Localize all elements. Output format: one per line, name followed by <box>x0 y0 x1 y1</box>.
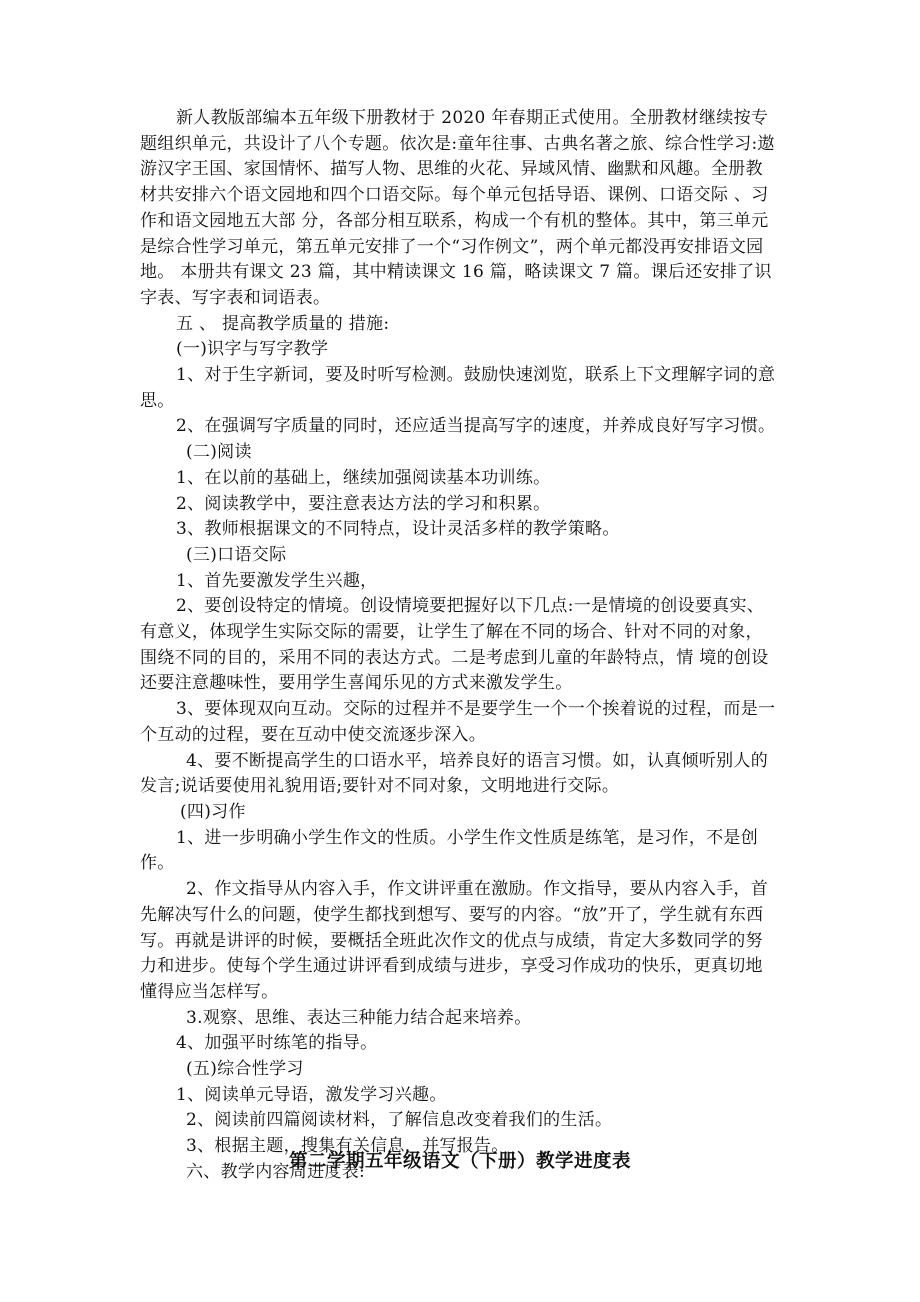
oral-item: 3、要体现双向互动。交际的过程并不是要学生一个一个挨着说的过程，而是一个互动的过程，要在互动中使交流逐步深入。 <box>140 699 776 745</box>
oral-item: 4、要不断提高学生的口语水平，培养良好的语言习惯。如，认真倾听别人的发言;说话要使用礼貌用语;要针对不同对象，文明地进行交际。 <box>140 750 769 797</box>
reading-item: 2、阅读教学中，要注意表达方法的学习和积累。 <box>176 493 551 514</box>
writing-item: 1、进一步明确小学生作文的性质。小学生作文性质是练笔，是习作，不是创作。 <box>140 827 759 874</box>
document-body <box>140 106 780 1186</box>
literacy-heading: (一)识字与写字教学 <box>176 339 329 360</box>
progress-table-title: 第二学期五年级语文（下册）教学进度表 <box>288 1151 631 1172</box>
literacy-item: 2、在强调写字质量的同时，还应适当提高写字的速度，并养成良好写字习惯。 <box>176 416 776 437</box>
oral-heading: (三)口语交际 <box>186 544 287 565</box>
comprehensive-item: 2、阅读前四篇阅读材料，了解信息改变着我们的生活。 <box>186 1110 613 1131</box>
writing-heading: (四)习作 <box>180 801 246 822</box>
intro-paragraph: 新人教版部编本五年级下册教材于 2020 年春期正式使用。全册教材继续按专题组织单元，共设计了八个专题。依次是:童年往事、古典名著之旅、综合性学习:遨游汉字王国、家国情怀、描写人物、思维的火花、异域风情、幽默和风趣。全册教材共安排六个语文园地和四个口语交际。每个单元包括导语、课例、口语交际 、习作和语文园地五大部 分，各部分相互联系，构成一个有机的整体。其中，第三单元是综合性学习单元，第五单元安排了一个“习作例文”，两个单元都没再安排语文园地。 本册共有课文 23 篇，其中精读课文 16 篇，略读课文 7 篇。课后还安排了识字表、写字表和词语表。 <box>140 108 775 308</box>
section-6-heading: 六、教学内容周进度表: <box>186 1161 366 1182</box>
reading-item: 1、在以前的基础上，继续加强阅读基本功训练。 <box>176 467 551 488</box>
oral-item: 2、要创设特定的情境。创设情境要把握好以下几点:一是情境的创设要真实、有意义，体现学生实际交际的需要，让学生了解在不同的场合、针对不同的对象，围绕不同的目的，采用不同的表达方式。二是考虑到儿童的年龄特点，情 境的创设还要注意趣味性，要用学生喜闻乐见的方式来激发学生。 <box>140 596 769 694</box>
reading-item: 3、教师根据课文的不同特点，设计灵活多样的教学策略。 <box>176 519 620 540</box>
comprehensive-item: 3、根据主题，搜集有关信息，并写报告。 <box>186 1136 509 1157</box>
comprehensive-item: 1、阅读单元导语，激发学习兴趣。 <box>176 1084 447 1105</box>
writing-item: 2、作文指导从内容入手，作文讲评重在激励。作文指导，要从内容入手，首先解决写什么的问题，使学生都找到想写、要写的内容。“放”开了，学生就有东西写。再就是讲评的时候，要概括全班此次作文的优点与成绩，肯定大多数同学的努力和进步。使每个学生通过讲评看到成绩与进步，享受习作成功的快乐，更真切地懂得应当怎样写。 <box>140 879 769 1002</box>
writing-item: 3.观察、思维、表达三种能力结合起来培养。 <box>186 1007 532 1028</box>
writing-item: 4、加强平时练笔的指导。 <box>176 1033 378 1054</box>
reading-heading: (二)阅读 <box>186 442 252 463</box>
literacy-item: 1、对于生字新词，要及时听写检测。鼓励快速浏览，联系上下文理解字词的意思。 <box>140 365 776 411</box>
comprehensive-heading: (五)综合性学习 <box>186 1059 304 1080</box>
oral-item: 1、首先要激发学生兴趣， <box>176 570 378 591</box>
section-5-heading: 五 、 提高教学质量的 措施: <box>176 313 390 334</box>
